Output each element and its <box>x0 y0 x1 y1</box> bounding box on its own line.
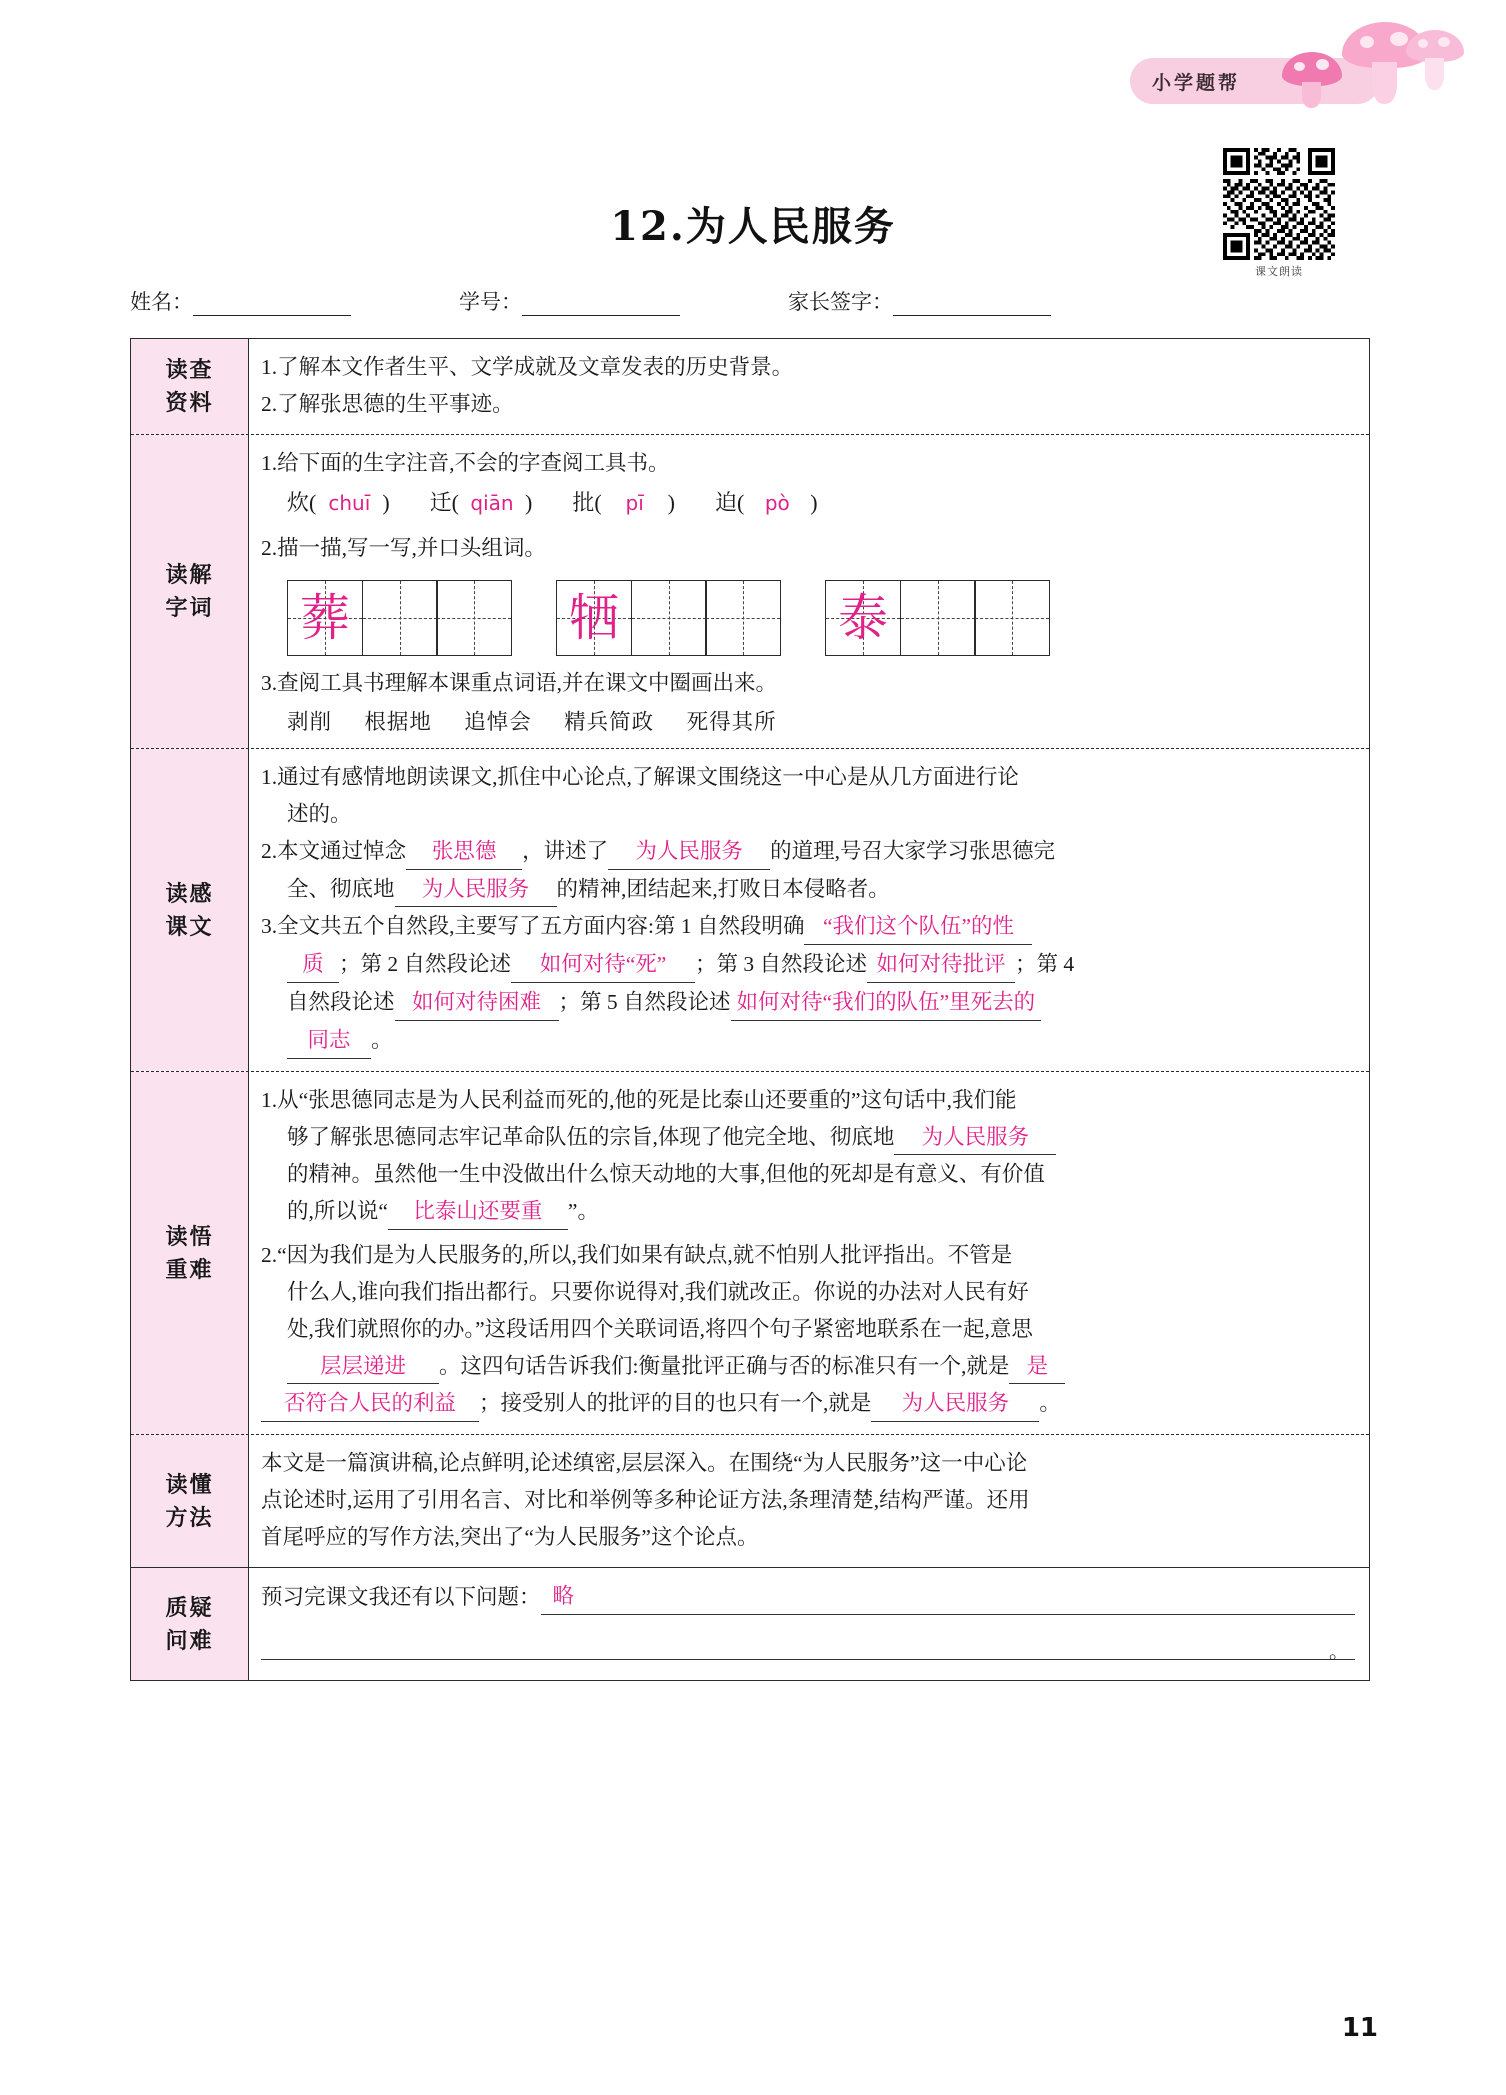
answer-blank[interactable]: 比泰山还要重 <box>388 1194 568 1230</box>
tianzige-cell <box>287 580 363 656</box>
pinyin-item[interactable] <box>430 486 533 517</box>
kewen-item2-line2 <box>261 872 1355 908</box>
answer-blank[interactable]: 层层递进 <box>287 1349 439 1385</box>
section-label-kewen <box>131 749 249 1071</box>
pinyin-answer: qiān <box>470 491 514 516</box>
wennan-prompt-row <box>261 1579 1355 1615</box>
wennan-answer-blank[interactable]: 略 <box>541 1579 1355 1615</box>
section-label-line1: 读悟 <box>165 1223 214 1249</box>
zici-q2: 2.描一描,写一写,并口头组词。 <box>261 536 546 561</box>
text-fragment: 够了解张思德同志牢记革命队伍的宗旨,体现了他完全地、彻底地 <box>287 1124 895 1149</box>
kewen-item1-line2: 述的。 <box>287 801 352 826</box>
kewen-item1-line1: 1.通过有感情地朗读课文,抓住中心论点,了解课文围绕这一中心是从几方面进行论 <box>261 765 1019 790</box>
section-label-line2: 方法 <box>165 1504 214 1530</box>
text-fragment: 的精神,团结起来,打败日本侵略者。 <box>556 876 890 901</box>
text-fragment: 。 <box>371 1027 393 1052</box>
character-practice-grids <box>261 580 1355 656</box>
section-label-line2: 问难 <box>165 1627 214 1653</box>
zhongnan-item1-line4 <box>261 1194 1355 1230</box>
key-word: 剥削 <box>287 710 333 735</box>
parent-signature-input[interactable] <box>893 293 1051 316</box>
section-label-line1: 读感 <box>165 880 214 906</box>
tianzige-cell[interactable] <box>900 580 976 656</box>
fangfa-line-2: 点论述时,运用了引用名言、对比和举例等多种论证方法,条理清楚,结构严谨。还用 <box>261 1488 1030 1513</box>
text-fragment: 2.本文通过悼念 <box>261 838 407 863</box>
ziliao-item-1: 1.了解本文作者生平、文学成就及文章发表的历史背景。 <box>261 355 794 379</box>
kewen-item3-line2 <box>261 947 1355 983</box>
id-label: 学号： <box>459 290 522 314</box>
wennan-second-line-wrap <box>261 1629 1355 1663</box>
text-fragment: 全、彻底地 <box>287 876 395 901</box>
section-label-line1: 读查 <box>165 357 214 383</box>
kewen-item2-line1 <box>261 834 1355 870</box>
text-fragment: ；第 5 自然段论述 <box>558 990 731 1015</box>
practice-char: 牺 <box>569 589 619 648</box>
answer-blank[interactable]: 为人民服务 <box>608 834 770 870</box>
name-label: 姓名： <box>130 290 193 314</box>
zhongnan-item1-line1: 1.从“张思德同志是为人民利益而死的,他的死是比泰山还要重的”这句话中,我们能 <box>261 1087 1017 1112</box>
section-row-kewen <box>131 749 1369 1072</box>
pinyin-close: ) <box>382 490 390 516</box>
tianzige-cell[interactable] <box>974 580 1050 656</box>
wennan-prompt: 预习完课文我还有以下问题： <box>261 1584 541 1609</box>
zhongnan-item2-line3: 处,我们就照你的办。”这段话用四个关联词语,将四个句子紧密地联系在一起,意思 <box>287 1316 1033 1341</box>
section-label-zici <box>131 435 249 748</box>
answer-blank[interactable]: 为人民服务 <box>871 1386 1039 1422</box>
id-field-group[interactable] <box>459 286 680 316</box>
zhongnan-item1-line3: 的精神。虽然他一生中没做出什么惊天动地的大事,但他的死却是有意义、有价值 <box>287 1162 1045 1187</box>
text-fragment: 自然段论述 <box>287 990 395 1015</box>
answer-blank[interactable]: 如何对待“我们的队伍”里死去的 <box>731 985 1042 1021</box>
section-row-zici <box>131 435 1369 749</box>
pinyin-item[interactable] <box>715 486 818 517</box>
name-input[interactable] <box>193 293 351 316</box>
pinyin-row <box>261 486 1355 517</box>
parent-signature-label: 家长签字： <box>788 290 893 314</box>
pinyin-char: 批( <box>572 490 602 516</box>
zhongnan-item2-line4 <box>261 1349 1355 1385</box>
pinyin-item[interactable] <box>572 486 675 517</box>
pinyin-char: 迫( <box>714 490 745 516</box>
section-body-zici <box>249 435 1369 748</box>
section-label-line2: 课文 <box>165 913 214 939</box>
pinyin-answer: pī <box>625 491 644 516</box>
mushroom-icon-small <box>1282 52 1342 108</box>
answer-blank[interactable]: 是 <box>1009 1349 1065 1385</box>
wennan-answer-line-2[interactable] <box>261 1629 1355 1660</box>
section-label-line1: 质疑 <box>165 1594 214 1620</box>
text-fragment: 的,所以说“ <box>287 1199 388 1224</box>
key-word: 追悼会 <box>464 710 532 735</box>
kewen-item3-line4 <box>261 1023 1355 1059</box>
answer-blank[interactable]: 否符合人民的利益 <box>261 1386 479 1422</box>
section-label-fangfa <box>131 1435 249 1566</box>
answer-blank[interactable]: 为人民服务 <box>395 872 557 908</box>
section-label-line2: 资料 <box>165 390 214 416</box>
tianzige-group[interactable] <box>287 580 512 656</box>
section-body-kewen <box>249 749 1369 1071</box>
tianzige-group[interactable] <box>825 580 1050 656</box>
tianzige-cell[interactable] <box>436 580 512 656</box>
text-fragment: 的道理,号召大家学习张思德完 <box>770 838 1056 863</box>
ziliao-item-2: 2.了解张思德的生平事迹。 <box>261 391 514 416</box>
name-field-group[interactable] <box>130 286 351 316</box>
kewen-item3-line1 <box>261 909 1355 945</box>
section-body-zhongnan <box>249 1072 1369 1434</box>
pinyin-char: 迁( <box>429 490 459 516</box>
section-row-zhongnan <box>131 1072 1369 1435</box>
section-label-zhongnan <box>131 1072 249 1434</box>
zhongnan-item2-line1: 2.“因为我们是为人民服务的,所以,我们如果有缺点,就不怕别人批评指出。不管是 <box>261 1243 1013 1268</box>
answer-blank[interactable]: 为人民服务 <box>894 1120 1056 1156</box>
section-body-ziliao <box>249 339 1369 434</box>
practice-char: 泰 <box>838 589 888 648</box>
text-fragment: 。 <box>1039 1391 1061 1416</box>
text-fragment: 。这四句话告诉我们:衡量批评正确与否的标准只有一个,就是 <box>439 1353 1010 1378</box>
zhongnan-item2-line2: 什么人,谁向我们指出都行。只要你说得对,我们就改正。你说的办法对人民有好 <box>287 1279 1029 1304</box>
zhongnan-item1-line2 <box>261 1120 1355 1156</box>
tianzige-group[interactable] <box>556 580 781 656</box>
text-fragment: ；第 3 自然段论述 <box>695 952 868 977</box>
zici-q3: 3.查阅工具书理解本课重点词语,并在课文中圈画出来。 <box>261 671 778 696</box>
kewen-item3-line3 <box>261 985 1355 1021</box>
pinyin-close: ) <box>524 490 533 516</box>
key-word-list <box>261 705 1355 736</box>
key-word: 死得其所 <box>686 710 777 735</box>
pinyin-answer: chuī <box>328 491 371 516</box>
section-label-line2: 重难 <box>165 1256 214 1282</box>
answer-blank[interactable]: 质 <box>287 947 339 983</box>
section-label-line1: 读解 <box>165 562 214 588</box>
section-row-fangfa <box>131 1435 1369 1567</box>
mushroom-icon-medium <box>1406 30 1464 90</box>
tianzige-cell[interactable] <box>631 580 707 656</box>
section-body-fangfa <box>249 1435 1369 1566</box>
text-fragment: ”。 <box>567 1199 599 1224</box>
section-label-line2: 字词 <box>165 595 214 621</box>
key-word: 根据地 <box>364 710 432 735</box>
section-body-wennan <box>249 1568 1369 1680</box>
text-fragment: 3.全文共五个自然段,主要写了五方面内容:第 1 自然段明确 <box>261 914 805 939</box>
tianzige-cell[interactable] <box>362 580 438 656</box>
section-row-wennan <box>131 1568 1369 1680</box>
id-input[interactable] <box>522 293 680 316</box>
text-fragment: ；第 2 自然段论述 <box>339 952 512 977</box>
page-number: 11 <box>1341 2013 1378 2043</box>
brand-badge <box>1130 46 1460 118</box>
pinyin-char: 炊( <box>287 490 317 516</box>
answer-blank[interactable]: 张思德 <box>406 834 522 870</box>
pinyin-close: ) <box>810 490 818 516</box>
brand-label: 小学题帮 <box>1152 71 1241 94</box>
student-info-row <box>130 282 1130 316</box>
key-word: 精兵简政 <box>564 710 655 735</box>
tianzige-cell <box>556 580 632 656</box>
tianzige-cell <box>825 580 901 656</box>
answer-blank[interactable]: 同志 <box>287 1023 371 1059</box>
page-title: 12.为人民服务 <box>610 203 896 250</box>
answer-blank[interactable]: 如何对待批评 <box>867 947 1015 983</box>
section-row-ziliao <box>131 339 1369 435</box>
pinyin-close: ) <box>667 490 675 516</box>
tianzige-cell[interactable] <box>705 580 781 656</box>
text-fragment: ；接受别人的批评的目的也只有一个,就是 <box>479 1391 872 1416</box>
zici-q1: 1.给下面的生字注音,不会的字查阅工具书。 <box>261 450 670 475</box>
worksheet-table <box>130 338 1370 1681</box>
section-label-line1: 读懂 <box>165 1471 214 1497</box>
pinyin-item[interactable] <box>287 486 390 517</box>
section-label-ziliao <box>131 339 249 434</box>
answer-blank[interactable]: “我们这个队伍”的性 <box>804 909 1032 945</box>
parent-signature-group[interactable] <box>788 286 1051 316</box>
qr-caption: 课文朗读 <box>1255 265 1303 278</box>
section-label-wennan <box>131 1568 249 1680</box>
text-fragment: ；第 4 <box>1015 952 1075 977</box>
practice-char: 葬 <box>300 589 350 648</box>
pinyin-answer: pò <box>764 491 790 516</box>
fangfa-line-1: 本文是一篇演讲稿,论点鲜明,论述缜密,层层深入。在围绕“为人民服务”这一中心论 <box>261 1451 1028 1476</box>
wennan-period: 。 <box>1329 1640 1349 1663</box>
zhongnan-item2-line5 <box>261 1386 1355 1422</box>
text-fragment: ，讲述了 <box>522 838 609 863</box>
answer-blank[interactable]: 如何对待困难 <box>395 985 559 1021</box>
answer-blank[interactable]: 如何对待“死” <box>511 947 695 983</box>
fangfa-line-3: 首尾呼应的写作方法,突出了“为人民服务”这个论点。 <box>261 1524 759 1549</box>
